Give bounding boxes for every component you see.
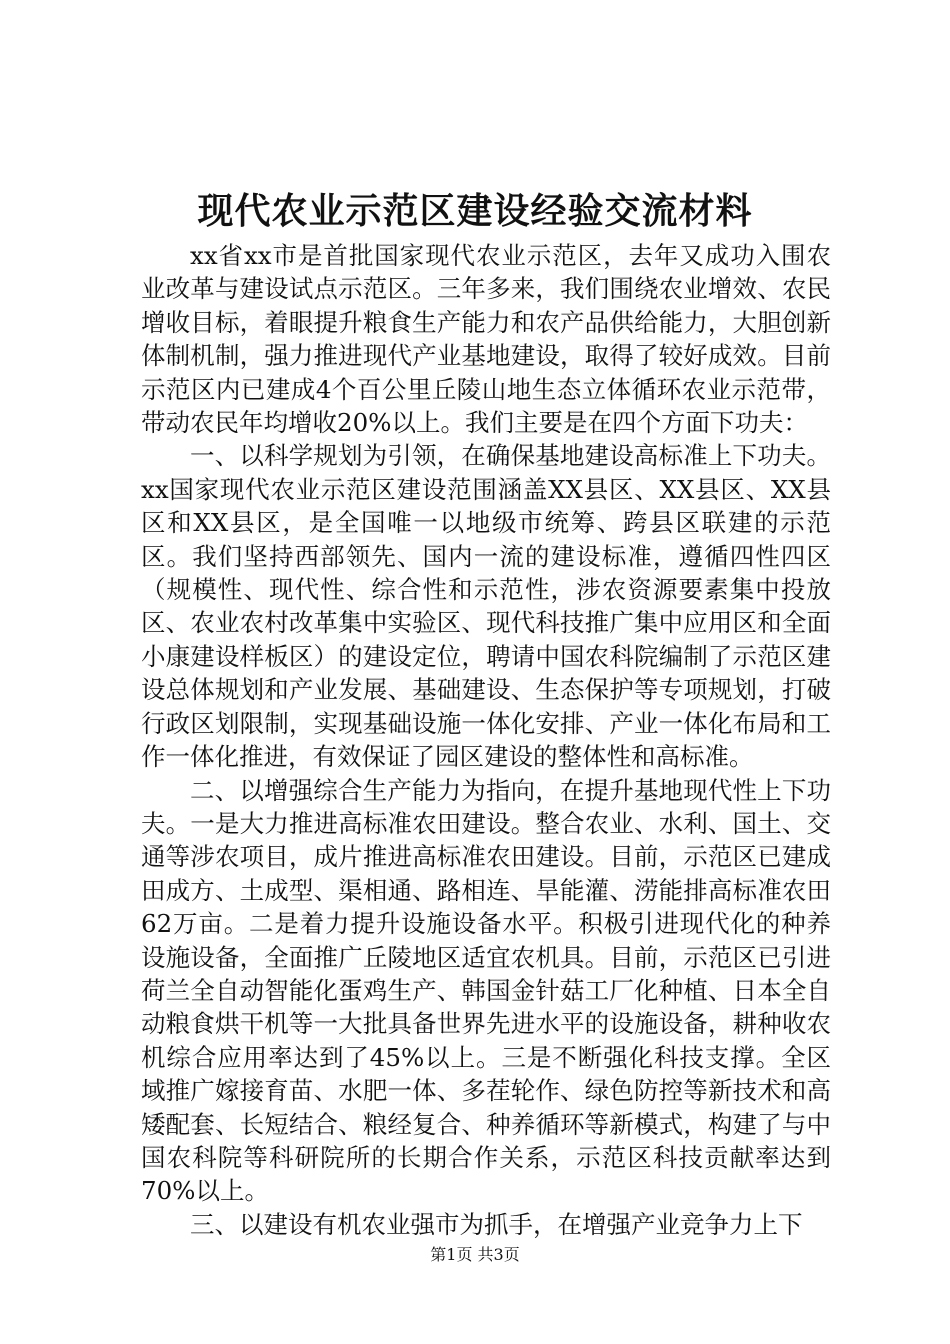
paragraph-section-2: 二、以增强综合生产能力为指向，在提升基地现代性上下功夫。一是大力推进高标准农田建设。整合农业、水利、国土、交通等涉农项目，成片推进高标准农田建设。目前，示范区已建成田成方、土成型、渠相通、路相连、旱能灌、涝能排高标准农田62万亩。二是着力提升设施设备水平。积极引进现代化的种养设施设备，全面推广丘陵地区适宜农机具。目前，示范区已引进荷兰全自动智能化蛋鸡生产、韩国金针菇工厂化种植、日本全自动粮食烘干机等一大批具备世界先进水平的设施设备，耕种收农机综合应用率达到了45%以上。三是不断强化科技支撑。全区域推广嫁接育苗、水肥一体、多茬轮作、绿色防控等新技术和高矮配套、长短结合、粮经复合、种养循环等新模式，构建了与中国农科院等科研院所的长期合作关系，示范区科技贡献率达到70%以上。 — [141, 775, 831, 1206]
paragraph-section-1: 一、以科学规划为引领，在确保基地建设高标准上下功夫。xx国家现代农业示范区建设范围涵盖XX县区、XX县区、XX县区和XX县区，是全国唯一以地级市统筹、跨县区联建的示范区。我们坚持西部领先、国内一流的建设标准，遵循四性四区（规模性、现代性、综合性和示范性，涉农资源要素集中投放区、农业农村改革集中实验区、现代科技推广集中应用区和全面小康建设样板区）的建设定位，聘请中国农科院编制了示范区建设总体规划和产业发展、基础建设、生态保护等专项规划，打破行政区划限制，实现基础设施一体化安排、产业一体化布局和工作一体化推进，有效保证了园区建设的整体性和高标准。 — [141, 441, 831, 772]
page-footer: 第1页 共3页 — [430, 1245, 520, 1264]
paragraph-section-3: 三、以建设有机农业强市为抓手，在增强产业竞争力上下 — [190, 1209, 803, 1239]
document-body — [141, 239, 831, 1241]
document-title: 现代农业示范区建设经验交流材料 — [197, 190, 753, 232]
paragraph-intro: xx省xx市是首批国家现代农业示范区，去年又成功入围农业改革与建设试点示范区。三年多来，我们围绕农业增效、农民增收目标，着眼提升粮食生产能力和农产品供给能力，大胆创新体制机制，强力推进现代产业基地建设，取得了较好成效。目前示范区内已建成4个百公里丘陵山地生态立体循环农业示范带，带动农民年均增收20%以上。我们主要是在四个方面下功夫： — [141, 241, 831, 438]
